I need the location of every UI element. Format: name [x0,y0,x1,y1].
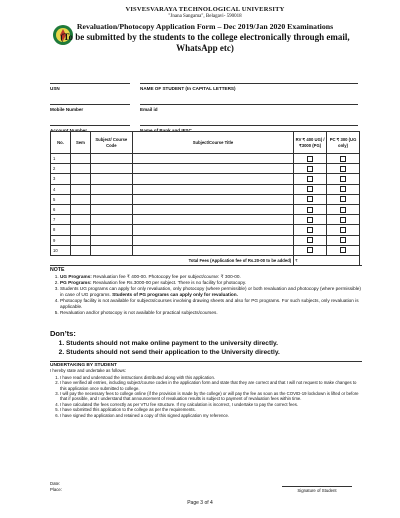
checkbox[interactable] [307,247,313,253]
sem-cell[interactable] [70,184,90,194]
place-label: Place: [50,487,62,492]
checkbox[interactable] [307,176,313,182]
course-title-cell[interactable] [132,215,293,225]
row-number: 7 [51,215,71,225]
university-motto: "Jnana Sangama", Belagavi- 590018 [168,14,242,19]
course-title-cell[interactable] [132,225,293,235]
pc-checkbox-cell[interactable] [327,215,360,225]
checkbox[interactable] [340,237,346,243]
table-row [51,245,360,255]
course-code-cell[interactable] [90,154,132,164]
pc-checkbox-cell[interactable] [327,194,360,204]
sem-cell[interactable] [70,164,90,174]
row-number: 1 [51,154,71,164]
checkbox[interactable] [340,166,346,172]
col-no-header: No. [51,132,71,154]
checkbox[interactable] [340,196,346,202]
table-row [51,194,360,204]
checkbox[interactable] [307,156,313,162]
sem-cell[interactable] [70,154,90,164]
table-row [51,164,360,174]
col-code-header: Subject/ Course Code [90,132,132,154]
row-number: 8 [51,225,71,235]
rv-checkbox-cell[interactable] [294,235,327,245]
rv-checkbox-cell[interactable] [294,184,327,194]
checkbox[interactable] [307,237,313,243]
date-label: Date: [50,481,61,486]
sem-cell[interactable] [70,204,90,214]
student-signature-line[interactable]: Signature of Student [282,486,352,494]
undertaking-item: 4. I have calculated the fees correctly as per VTU fee structure. If my calculation is incorrect, I undertake to pay the correct fees. [60,402,362,407]
table-row [51,154,360,164]
checkbox[interactable] [307,166,313,172]
checkbox[interactable] [307,207,313,213]
checkbox[interactable] [340,217,346,223]
course-title-cell[interactable] [132,204,293,214]
page-number: Page 3 of 4 [187,500,213,506]
table-row [51,174,360,184]
sem-cell[interactable] [70,215,90,225]
undertaking-item: 3. I will pay the necessary fees to college online (if the provision is made by the college) or will pay the fee as soon as the COVID-19 lockdown is lifted or before that if possible, and I understand that announcement of revaluation results is subject to payment of revaluation fees within time. [60,391,362,402]
checkbox[interactable] [340,227,346,233]
note-item: 3. Students UG programs can apply for only revaluation, only photocopy (where permissible) or both revaluation and photocopy (where permissible) in case of UG programs. Students of PG programs can apply only for revaluation. [60,286,362,298]
checkbox[interactable] [307,186,313,192]
course-code-cell[interactable] [90,164,132,174]
rv-checkbox-cell[interactable] [294,215,327,225]
rv-checkbox-cell[interactable] [294,245,327,255]
bank-ifsc-label: Name of Bank and IFSC [140,127,192,133]
row-number: 5 [51,194,71,204]
student-name-label: NAME OF STUDENT (In CAPITAL LETTERS) [140,85,236,91]
usn-label: USN [50,85,60,91]
course-code-cell[interactable] [90,184,132,194]
undertaking-item: 5. I have submitted this application to the college as per the requirements. [60,407,362,412]
course-title-cell[interactable] [132,154,293,164]
dont-item: 2. Students should not send their application to the University directly. [66,348,362,357]
rupee-symbol: ₹ [295,257,298,263]
pc-checkbox-cell[interactable] [327,174,360,184]
row-number: 2 [51,164,71,174]
row-number: 6 [51,204,71,214]
col-pc-header: PC ₹ 300 (UG only) [327,132,360,154]
row-number: 4 [51,184,71,194]
sem-cell[interactable] [70,174,90,184]
course-code-cell[interactable] [90,245,132,255]
course-code-cell[interactable] [90,194,132,204]
sem-cell[interactable] [70,235,90,245]
row-number: 9 [51,235,71,245]
pc-checkbox-cell[interactable] [327,154,360,164]
table-header-row [51,132,360,154]
checkbox[interactable] [307,217,313,223]
form-subtitle: (To be submitted by the students to the college electronically through email, WhatsApp etc) [60,32,350,53]
table-row [51,215,360,225]
rv-checkbox-cell[interactable] [294,204,327,214]
rv-checkbox-cell[interactable] [294,225,327,235]
dont-item: 1. Students should not make online payment to the university directly. [66,339,362,348]
note-item: 4. Photocopy facility is not available for subjects/courses involving drawing sheets and also for PG programs. For such subjects, only revaluation is applicable. [60,298,362,310]
undertaking-title: UNDERTAKING BY STUDENT [50,361,362,368]
col-title-header: Subject/Course Title [132,132,293,154]
university-name: VISVESVARAYA TECHNOLOGICAL UNIVERSITY [125,6,285,13]
row-number: 10 [51,245,71,255]
table-row [51,235,360,245]
form-title: Revaluation/Photocopy Application Form – Dec 2019/Jan 2020 Examinations [76,22,334,31]
note-item: 5. Revaluation and/or photocopy is not available for practical subjects/courses. [60,310,362,316]
checkbox[interactable] [340,247,346,253]
pc-checkbox-cell[interactable] [327,245,360,255]
undertaking-item: 2. I have verified all entries, including subject/course codes in the application form and state that they are correct and that I will not request to make changes to this application once submitted to college. [60,380,362,391]
course-title-cell[interactable] [132,184,293,194]
donts-section [50,329,362,357]
col-rv-header: RV ₹ 400 UG) / ₹3000 (PG) [294,132,327,154]
course-title-cell[interactable] [132,174,293,184]
note-title: NOTE [50,265,362,273]
form-header [40,6,370,54]
note-item: 2. PG Programs: Revaluation fee Rs.3000-00 per subject. There is no facility for photocopy. [60,280,362,286]
account-number-label: Account Number [50,127,88,133]
note-item: 1. UG Programs: Revaluation fee ₹ 400-00. Photocopy fee per subject/course: ₹ 300-00. [60,274,362,280]
pc-checkbox-cell[interactable] [327,164,360,174]
mobile-number-field[interactable] [50,104,130,125]
signature-block [50,481,362,493]
checkbox[interactable] [307,227,313,233]
pc-checkbox-cell[interactable] [327,235,360,245]
course-code-cell[interactable] [90,225,132,235]
col-sem-header: Sem [70,132,90,154]
email-field[interactable] [140,104,358,125]
subjects-table [50,131,360,266]
donts-title: Don’ts: [50,329,76,338]
course-code-cell[interactable] [90,204,132,214]
row-number: 3 [51,174,71,184]
sem-cell[interactable] [70,194,90,204]
undertaking-item: 1. I have read and understood the instructions distributed along with this application. [60,375,362,380]
undertaking-item: 6. I have signed the application and retained a copy of this signed application my reference. [60,413,362,418]
rv-checkbox-cell[interactable] [294,154,327,164]
sem-cell[interactable] [70,225,90,235]
total-fees-label: Total Fees (Application fee of Rs.20-00 to be added) [188,258,292,264]
course-title-cell[interactable] [132,235,293,245]
checkbox[interactable] [307,196,313,202]
rv-checkbox-cell[interactable] [294,174,327,184]
table-row [51,184,360,194]
course-code-cell[interactable] [90,215,132,225]
note-section [50,265,362,316]
rv-checkbox-cell[interactable] [294,194,327,204]
pc-checkbox-cell[interactable] [327,225,360,235]
course-title-cell[interactable] [132,194,293,204]
checkbox[interactable] [340,176,346,182]
checkbox[interactable] [340,156,346,162]
checkbox[interactable] [340,186,346,192]
course-title-cell[interactable] [132,164,293,174]
undertaking-section [50,361,362,418]
table-row [51,204,360,214]
pc-checkbox-cell[interactable] [327,184,360,194]
course-code-cell[interactable] [90,174,132,184]
student-name-field[interactable] [140,83,358,104]
usn-field[interactable] [50,83,130,104]
pc-checkbox-cell[interactable] [327,204,360,214]
course-code-cell[interactable] [90,235,132,245]
sem-cell[interactable] [70,245,90,255]
course-title-cell[interactable] [132,245,293,255]
email-label: Email id [140,106,158,112]
undertaking-intro: I hereby state and undertake as follows: [50,368,126,374]
checkbox[interactable] [340,207,346,213]
rv-checkbox-cell[interactable] [294,164,327,174]
table-row [51,225,360,235]
mobile-number-label: Mobile Number [50,106,84,112]
